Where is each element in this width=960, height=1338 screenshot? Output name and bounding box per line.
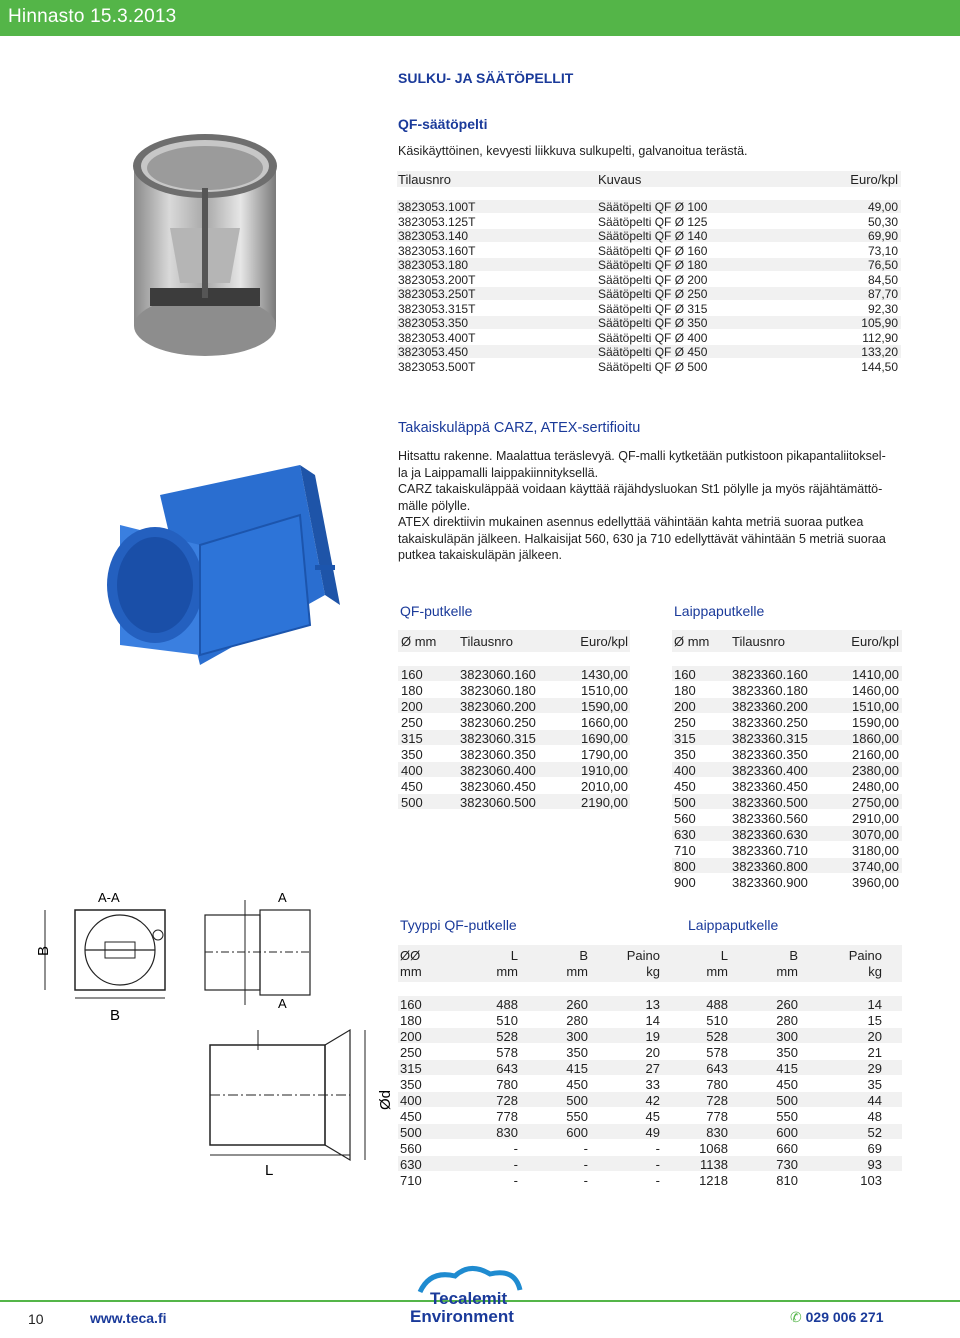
qf-row-kuvaus: Säätöpelti QF Ø 100 [598, 200, 708, 214]
dim-cell: 69 [867, 1141, 882, 1156]
qf-putkelle-row-euro: 1910,00 [581, 763, 628, 778]
dim-cell: 578 [496, 1045, 518, 1060]
laippa-row-nro: 3823360.180 [732, 683, 808, 698]
qf-putkelle-row-nro: 3823060.450 [460, 779, 536, 794]
dim-cell: 450 [776, 1077, 798, 1092]
dim-cell: 14 [867, 997, 882, 1012]
carz-line: la ja Laippamalli laippakiinnityksellä. [398, 465, 599, 480]
qf-putkelle-row-nro: 3823060.500 [460, 795, 536, 810]
dim-cell: 500 [400, 1125, 422, 1140]
dim-cell: 830 [496, 1125, 518, 1140]
qf-putkelle-row-d: 250 [401, 715, 423, 730]
carz-line: CARZ takaiskuläppää voidaan käyttää räjähdysluokan St1 pölylle ja myös räjähtämättö- [398, 482, 883, 496]
laippa-row-nro: 3823360.400 [732, 763, 808, 778]
qf-row-euro: 87,70 [867, 287, 898, 301]
dim-header-unit: mm [496, 964, 518, 979]
dim-header-unit: mm [400, 964, 422, 979]
qf-putkelle-row-d: 315 [401, 731, 423, 746]
qf-putkelle-row-nro: 3823060.400 [460, 763, 536, 778]
laippa-row-euro: 2910,00 [852, 811, 899, 826]
laippa-row-euro: 3740,00 [852, 859, 899, 874]
dim-cell: 528 [496, 1029, 518, 1044]
dim-header-top: ØØ [400, 948, 421, 963]
laippa-row-d: 160 [674, 667, 696, 682]
laippa-row-nro: 3823360.200 [732, 699, 808, 714]
drawing-label-l: L [265, 1162, 274, 1179]
dim-cell: 350 [400, 1077, 422, 1092]
dim-cell: 14 [645, 1013, 660, 1028]
dim-cell: 415 [776, 1061, 798, 1076]
carz-line: ATEX direktiivin mukainen asennus edellyttää vähintään kahta metriä suoraa putkea [398, 515, 864, 529]
qf-putkelle-row-euro: 2010,00 [581, 779, 628, 794]
laippa-row-euro: 2750,00 [852, 795, 899, 810]
laippa-header-d: Ø mm [674, 634, 710, 649]
qf-row-tilausnro: 3823053.100T [398, 200, 476, 214]
dim-cell: 510 [706, 1013, 728, 1028]
laippa-row-d: 180 [674, 683, 696, 698]
dim-cell: 48 [867, 1109, 882, 1124]
dim-cell: 600 [776, 1125, 798, 1140]
dim-cell: 488 [496, 997, 518, 1012]
dim-cell: 710 [400, 1173, 422, 1188]
dim-cell: 35 [867, 1077, 882, 1092]
dim-cell: - [655, 1141, 660, 1156]
dim-cell: 1218 [699, 1173, 728, 1188]
drawing-label-b-left: B [35, 945, 52, 956]
laippa-row-nro: 3823360.160 [732, 667, 808, 682]
laippa-row-d: 250 [674, 715, 696, 730]
dim-cell: 200 [400, 1029, 422, 1044]
laippa-row-d: 450 [674, 779, 696, 794]
dim-cell: 300 [776, 1029, 798, 1044]
laippa-row-euro: 1510,00 [852, 699, 899, 714]
dim-cell: 780 [706, 1077, 728, 1092]
drawing-label-b-bottom: B [110, 1007, 121, 1024]
dim-header-top: Paino [626, 948, 660, 963]
dim-cell: - [513, 1173, 518, 1188]
dim-cell: 600 [566, 1125, 588, 1140]
laippa-row-d: 500 [674, 795, 696, 810]
qf-title: QF-säätöpelti [398, 116, 488, 132]
dim-cell: 280 [566, 1013, 588, 1028]
qf-putkelle-row-nro: 3823060.180 [460, 683, 536, 698]
qf-row-euro: 84,50 [867, 272, 898, 287]
qf-putkelle-row-euro: 1790,00 [581, 747, 628, 762]
dim-header-top: L [510, 948, 518, 963]
laippa-row-nro: 3823360.560 [732, 811, 808, 826]
laippa-row-nro: 3823360.500 [732, 795, 808, 810]
dim-cell: 180 [400, 1013, 422, 1028]
phone-number[interactable]: 029 006 271 [805, 1309, 884, 1325]
laippa-row-euro: 3070,00 [852, 827, 899, 842]
qf-row-euro: 50,30 [867, 214, 898, 229]
qf-row-kuvaus: Säätöpelti QF Ø 400 [598, 330, 708, 345]
qf-row-kuvaus: Säätöpelti QF Ø 500 [598, 359, 708, 374]
laippa-header-euro: Euro/kpl [851, 634, 899, 649]
dim-cell: 20 [645, 1045, 660, 1060]
drawing-label-aa: A-A [98, 890, 120, 905]
laippa-row-nro: 3823360.630 [732, 827, 808, 842]
dim-cell: 42 [645, 1093, 660, 1108]
qf-putkelle-row-nro: 3823060.160 [460, 667, 536, 682]
dim-cell: 780 [496, 1077, 518, 1092]
dim-header-top: B [789, 948, 798, 963]
qf-row-tilausnro: 3823053.160T [398, 243, 476, 258]
qf-row-tilausnro: 3823053.450 [398, 345, 469, 359]
qf-row-euro: 69,90 [867, 229, 898, 243]
dim-cell: 728 [496, 1093, 518, 1108]
qf-putkelle-row-d: 500 [401, 795, 423, 810]
laippa-row-d: 710 [674, 843, 696, 858]
qf-row-tilausnro: 3823053.250T [398, 287, 476, 301]
dim-cell: 550 [776, 1109, 798, 1124]
laippa-row-nro: 3823360.350 [732, 747, 808, 762]
qf-putkelle-row-nro: 3823060.350 [460, 747, 536, 762]
page-number: 10 [28, 1311, 44, 1327]
dim-cell: 315 [400, 1061, 422, 1076]
dim-cell: 488 [706, 997, 728, 1012]
dim-cell: 450 [566, 1077, 588, 1092]
laippa-row-euro: 2160,00 [852, 747, 899, 762]
laippa-row-euro: 3180,00 [852, 843, 899, 858]
qf-putkelle-header-d: Ø mm [401, 634, 437, 649]
laippa-row-euro: 2480,00 [852, 779, 899, 794]
dim-cell: 500 [566, 1093, 588, 1108]
qf-row-euro: 76,50 [867, 258, 898, 272]
dim-cell: 643 [496, 1061, 518, 1076]
qf-row-tilausnro: 3823053.315T [398, 301, 476, 316]
qf-row-kuvaus: Säätöpelti QF Ø 250 [598, 287, 708, 301]
dim-cell: 400 [400, 1093, 422, 1108]
dim-cell: - [655, 1173, 660, 1188]
qf-row-kuvaus: Säätöpelti QF Ø 200 [598, 272, 708, 287]
dim-cell: 33 [645, 1077, 660, 1092]
dim-cell: 630 [400, 1157, 422, 1172]
qf-row-tilausnro: 3823053.200T [398, 272, 476, 287]
laippa-row-nro: 3823360.250 [732, 715, 808, 730]
dim-cell: - [655, 1157, 660, 1172]
qf-row-euro: 133,20 [861, 345, 898, 359]
dim-cell: 160 [400, 997, 422, 1012]
laippa-row-euro: 3960,00 [852, 875, 899, 890]
dim-cell: 730 [776, 1157, 798, 1172]
laippa-row-d: 630 [674, 827, 696, 842]
dim-cell: 103 [860, 1173, 882, 1188]
laippa-row-nro: 3823360.315 [732, 731, 808, 746]
dim-cell: 300 [566, 1029, 588, 1044]
qf-putkelle-row-d: 350 [401, 747, 423, 762]
dim-cell: 778 [496, 1109, 518, 1124]
dim-cell: 19 [645, 1029, 660, 1044]
qf-row-kuvaus: Säätöpelti QF Ø 450 [598, 345, 708, 359]
qf-row-kuvaus: Säätöpelti QF Ø 140 [598, 229, 708, 243]
qf-putkelle-row-d: 450 [401, 779, 423, 794]
qf-putkelle-row-euro: 1510,00 [581, 683, 628, 698]
carz-line: Hitsattu rakenne. Maalattua teräslevyä. QF-malli kytketään putkistoon pikapantaliitoksel- [398, 449, 886, 463]
dim-cell: 52 [867, 1125, 882, 1140]
carz-line: mälle pölylle. [398, 498, 471, 513]
dim-header-unit: mm [776, 964, 798, 979]
qf-putkelle-row-euro: 1690,00 [581, 731, 628, 746]
drawing-label-od: Ød [377, 1089, 394, 1110]
dim-cell: 280 [776, 1013, 798, 1028]
laippa-row-d: 400 [674, 763, 696, 778]
carz-line: putkea takaiskuläpän jälkeen. [398, 548, 563, 562]
qf-row-euro: 49,00 [867, 200, 898, 214]
dim-cell: 728 [706, 1093, 728, 1108]
carz-title: Takaiskuläppä CARZ, ATEX-sertifioitu [398, 420, 641, 436]
dim-cell: 560 [400, 1141, 422, 1156]
dim-cell: 350 [566, 1045, 588, 1060]
qf-row-euro: 73,10 [867, 243, 898, 258]
dim-cell: 13 [645, 997, 660, 1012]
dim-cell: 578 [706, 1045, 728, 1060]
logo-line2: Environment [410, 1307, 514, 1326]
qf-putkelle-row-d: 400 [401, 763, 423, 778]
qf-putkelle-row-nro: 3823060.315 [460, 731, 536, 746]
dim-cell: 27 [645, 1061, 660, 1076]
laippa-header-nro: Tilausnro [732, 634, 785, 649]
qf-putkelle-row-nro: 3823060.250 [460, 715, 536, 730]
qf-putkelle-row-d: 160 [401, 667, 423, 682]
dim-cell: - [513, 1157, 518, 1172]
qf-row-tilausnro: 3823053.180 [398, 258, 469, 272]
dim-cell: 20 [867, 1029, 882, 1044]
laippa-row-d: 350 [674, 747, 696, 762]
qf-putkelle-row-d: 200 [401, 699, 423, 714]
dim-cell: 21 [867, 1045, 882, 1060]
drawing-label-a-bottom: A [278, 996, 287, 1011]
qf-row-tilausnro: 3823053.125T [398, 214, 476, 229]
laippa-row-d: 900 [674, 875, 696, 890]
qf-header-kuvaus: Kuvaus [598, 172, 642, 187]
laippa-row-nro: 3823360.450 [732, 779, 808, 794]
qf-putkelle-header-euro: Euro/kpl [580, 634, 628, 649]
dim-cell: - [583, 1173, 588, 1188]
dim-cell: 15 [867, 1013, 882, 1028]
header-title: Hinnasto 15.3.2013 [8, 6, 177, 27]
laippa-row-d: 560 [674, 811, 696, 826]
dim-cell: 49 [645, 1125, 660, 1140]
phone-block [790, 1309, 883, 1326]
laippa-row-euro: 2380,00 [852, 763, 899, 778]
laippa-row-d: 315 [674, 731, 696, 746]
dim-cell: 450 [400, 1109, 422, 1124]
qf-row-kuvaus: Säätöpelti QF Ø 315 [598, 301, 708, 316]
qf-row-euro: 105,90 [861, 316, 898, 330]
qf-putkelle-row-euro: 1430,00 [581, 667, 628, 682]
laippa-row-nro: 3823360.800 [732, 859, 808, 874]
laippa-row-d: 800 [674, 859, 696, 874]
dim-header-unit: mm [566, 964, 588, 979]
dim-cell: 830 [706, 1125, 728, 1140]
dim-cell: 93 [867, 1157, 882, 1172]
dim-cell: 415 [566, 1061, 588, 1076]
dim-cell: 500 [776, 1093, 798, 1108]
qf-damper-image [120, 128, 290, 363]
dim-header-unit: kg [646, 964, 660, 979]
dim-cell: 643 [706, 1061, 728, 1076]
dim-cell: 550 [566, 1109, 588, 1124]
dim-cell: 250 [400, 1045, 422, 1060]
website-link[interactable]: www.teca.fi [90, 1310, 167, 1326]
laippa-row-d: 200 [674, 699, 696, 714]
logo-line1: Tecalemit [430, 1289, 508, 1308]
dim-header-unit: mm [706, 964, 728, 979]
qf-row-tilausnro: 3823053.140 [398, 229, 469, 243]
qf-description: Käsikäyttöinen, kevyesti liikkuva sulkupelti, galvanoitua terästä. [398, 144, 748, 158]
dim-cell: - [583, 1141, 588, 1156]
tecalemit-logo [400, 1262, 570, 1330]
qf-putkelle-row-euro: 2190,00 [581, 795, 628, 810]
dim-cell: 350 [776, 1045, 798, 1060]
laippa-row-euro: 1590,00 [852, 715, 899, 730]
laippa-row-euro: 1860,00 [852, 731, 899, 746]
laippa-row-nro: 3823360.900 [732, 875, 808, 890]
dim-cell: 528 [706, 1029, 728, 1044]
qf-row-kuvaus: Säätöpelti QF Ø 160 [598, 243, 708, 258]
carz-description [398, 448, 908, 564]
drawing-label-a-top: A [278, 890, 287, 905]
qf-row-kuvaus: Säätöpelti QF Ø 125 [598, 214, 708, 229]
dim-cell: 1068 [699, 1141, 728, 1156]
dim-title-right: Laippaputkelle [688, 917, 779, 933]
technical-drawing [30, 880, 394, 1190]
qf-header-tilausnro: Tilausnro [398, 172, 451, 187]
dim-header-unit: kg [868, 964, 882, 979]
qf-row-kuvaus: Säätöpelti QF Ø 180 [598, 258, 708, 272]
dim-cell: 660 [776, 1141, 798, 1156]
dim-cell: 810 [776, 1173, 798, 1188]
qf-header-euro: Euro/kpl [850, 172, 898, 187]
dim-header-top: L [720, 948, 728, 963]
dim-cell: 29 [867, 1061, 882, 1076]
dim-cell: - [513, 1141, 518, 1156]
laippaputkelle-title: Laippaputkelle [674, 603, 765, 619]
phone-icon: ✆ [790, 1309, 802, 1325]
qf-row-tilausnro: 3823053.350 [398, 316, 469, 330]
dim-header-top: B [579, 948, 588, 963]
dim-title-left: Tyyppi QF-putkelle [400, 917, 517, 933]
qf-putkelle-row-nro: 3823060.200 [460, 699, 536, 714]
section-title: SULKU- JA SÄÄTÖPELLIT [398, 70, 574, 86]
dim-cell: 510 [496, 1013, 518, 1028]
qf-putkelle-header-nro: Tilausnro [460, 634, 513, 649]
qf-row-tilausnro: 3823053.400T [398, 330, 476, 345]
qf-putkelle-title: QF-putkelle [400, 603, 473, 619]
dim-cell: 260 [776, 997, 798, 1012]
dim-cell: 44 [867, 1093, 882, 1108]
dim-cell: 260 [566, 997, 588, 1012]
qf-row-euro: 112,90 [862, 330, 898, 345]
dim-header-top: Paino [848, 948, 882, 963]
dim-cell: 45 [645, 1109, 660, 1124]
dim-cell: - [583, 1157, 588, 1172]
dim-cell: 1138 [700, 1157, 728, 1172]
laippa-row-nro: 3823360.710 [732, 843, 808, 858]
qf-row-kuvaus: Säätöpelti QF Ø 350 [598, 316, 708, 330]
dim-cell: 778 [706, 1109, 728, 1124]
carz-line: takaiskuläpän jälkeen. Halkaisijat 560, 630 ja 710 edellyttävät vähintään 5 metriä suoraa [398, 531, 886, 546]
qf-row-tilausnro: 3823053.500T [398, 359, 476, 374]
qf-row-euro: 144,50 [861, 359, 898, 374]
qf-row-euro: 92,30 [867, 301, 898, 316]
qf-putkelle-row-euro: 1590,00 [581, 699, 628, 714]
laippa-row-euro: 1410,00 [852, 667, 899, 682]
carz-image [100, 455, 345, 690]
qf-putkelle-row-euro: 1660,00 [581, 715, 628, 730]
laippa-row-euro: 1460,00 [852, 683, 899, 698]
qf-putkelle-row-d: 180 [401, 683, 423, 698]
